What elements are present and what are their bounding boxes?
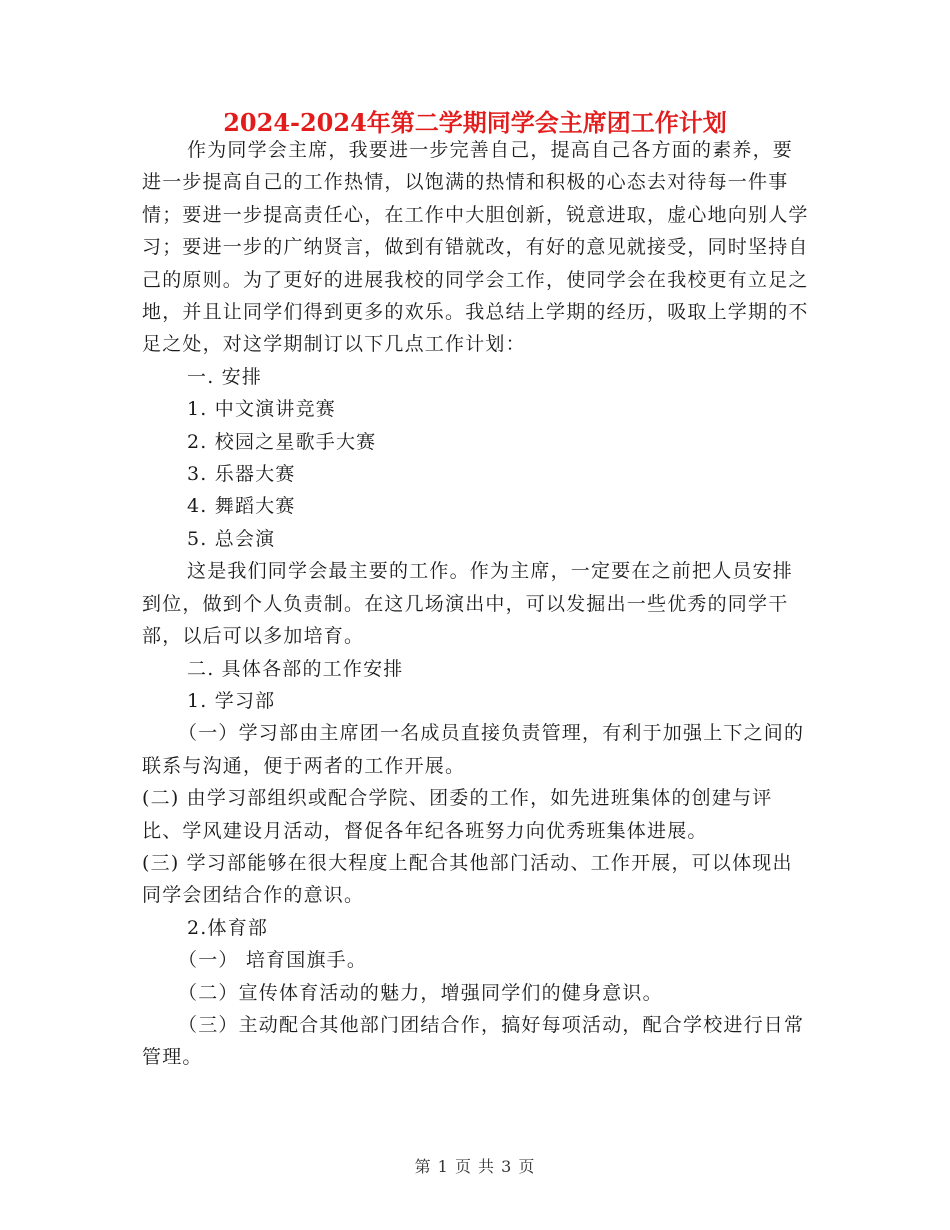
paragraph: （一） 培育国旗手。 xyxy=(178,949,368,972)
paragraph: （二）宣传体育活动的魅力，增强同学们的健身意识。 xyxy=(178,981,663,1004)
paragraph: （一）学习部由主席团一名成员直接负责管理，有利于加强上下之间的联系与沟通，便于两者的工作开展。 xyxy=(142,722,805,777)
page-footer: 第 1 页 共 3 页 xyxy=(414,1157,536,1176)
document-body xyxy=(142,134,810,1074)
subsection-heading: 1. 学习部 xyxy=(187,689,276,712)
list-item: 5. 总会演 xyxy=(187,527,276,550)
section-heading: 一. 安排 xyxy=(187,365,263,388)
paragraph: (二) 由学习部组织或配合学院、团委的工作，如先进班集体的创建与评比、学风建设月活动，督促各年纪各班努力向优秀班集体进展。 xyxy=(142,787,773,842)
document-title: 2024-2024年第二学期同学会主席团工作计划 xyxy=(223,108,727,137)
intro-paragraph: 作为同学会主席，我要进一步完善自己，提高自己各方面的素养，要进一步提高自己的工作热情，以饱满的热情和积极的心态去对待每一件事情；要进一步提高责任心，在工作中大胆创新，锐意进取，虚心地向别人学习；要进一步的广纳贤言，做到有错就改，有好的意见就接受，同时坚持自己的原则。为了更好的进展我校的同学会工作，使同学会在我校更有立足之地，并且让同学们得到更多的欢乐。我总结上学期的经历，吸取上学期的不足之处，对这学期制订以下几点工作计划： xyxy=(142,139,809,356)
list-item: 2. 校园之星歌手大赛 xyxy=(187,430,377,453)
paragraph: （三）主动配合其他部门团结合作，搞好每项活动，配合学校进行日常管理。 xyxy=(142,1013,805,1069)
paragraph: (三) 学习部能够在很大程度上配合其他部门活动、工作开展，可以体现出同学会团结合作的意识。 xyxy=(142,851,793,907)
section-heading: 二. 具体各部的工作安排 xyxy=(187,657,404,680)
list-item: 1. 中文演讲竞赛 xyxy=(187,398,336,421)
list-item: 4. 舞蹈大赛 xyxy=(187,495,296,518)
section-note-paragraph: 这是我们同学会最主要的工作。作为主席，一定要在之前把人员安排到位，做到个人负责制。在这几场演出中，可以发掘出一些优秀的同学干部，以后可以多加培育。 xyxy=(142,560,794,648)
list-item: 3. 乐器大赛 xyxy=(187,463,296,486)
subsection-heading: 2.体育部 xyxy=(187,916,269,939)
